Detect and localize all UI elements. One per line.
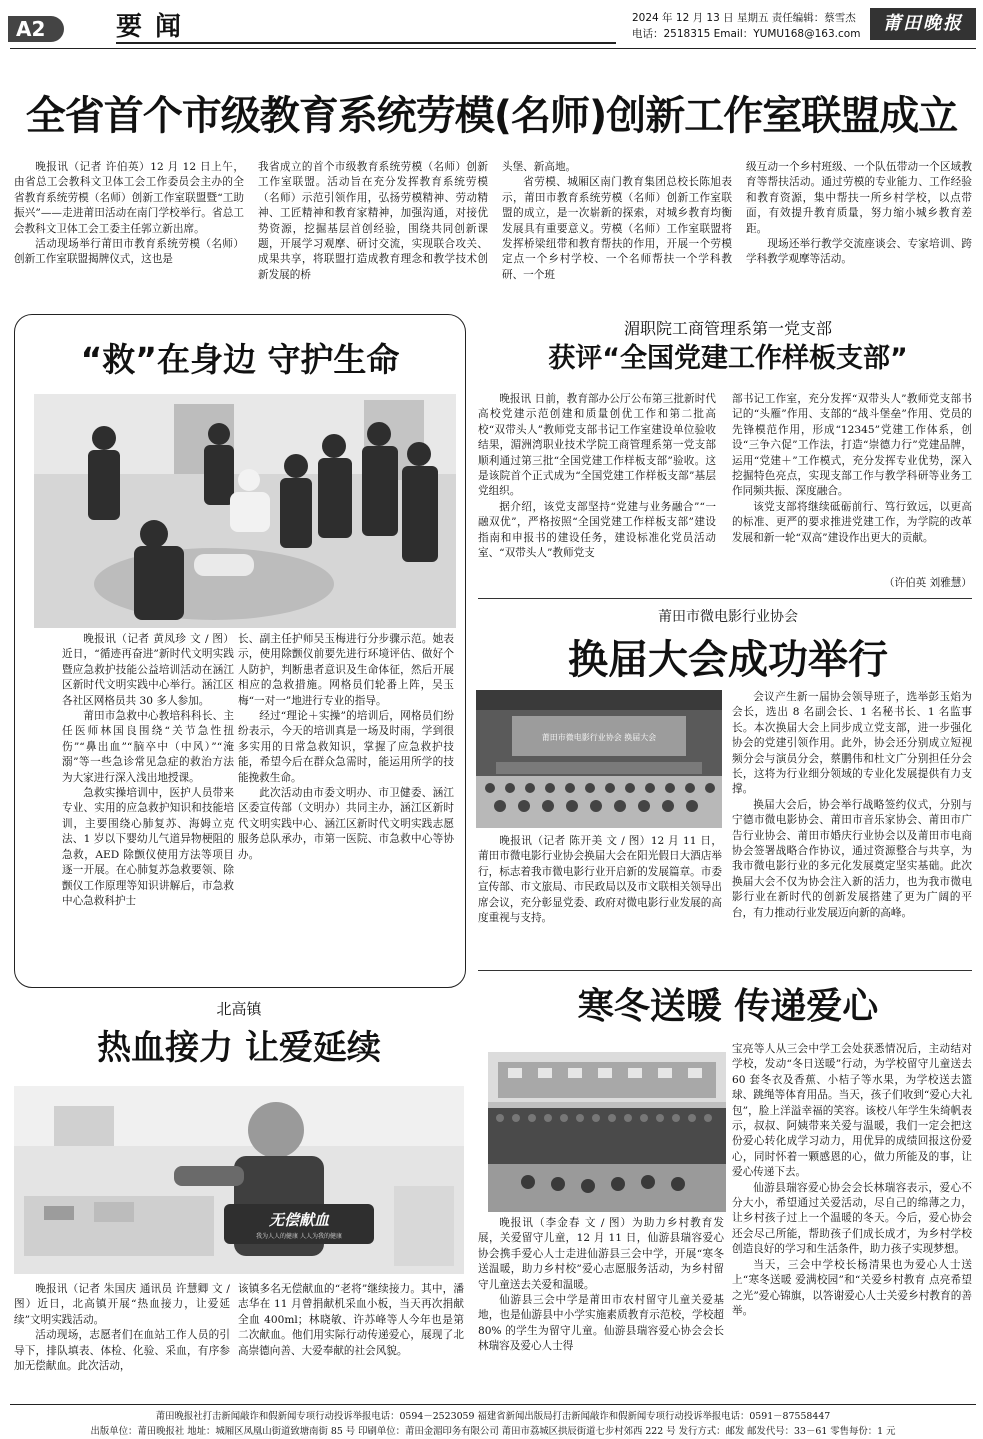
film-meeting-photo [476,690,722,828]
lead-col-2: 我省成立的首个市级教育系统劳模（名师）创新工作室联盟。活动旨在充分发挥教育系统劳模（名师）示范引领作用，弘扬劳模精神、劳动精神、工匠精神和教育家精神，加强沟通，对接优势资源，挖掘基层首创经验，围绕共同创新课题，开展学习观摩、研讨交流，实现联合攻关、成果共享，将联盟打造成教育理念和教学技术创新发展的桥 [258,161,488,281]
section-name: 要 闻 [116,12,184,42]
rescue-photo-graphic [34,394,456,628]
lead-col-4: 级互动一个乡村班级、一个队伍带动一个区域教育等帮扶活动。通过劳模的专业能力、工作经验和教育资源，集中帮扶一所乡村学校，以点带面，有效提升教育质量，努力缩小城乡教育差距。 现场还举行教学交流座谈会、专家培训、跨学科教学观摩等活动。 [746,161,972,266]
rescue-training-photo [34,394,456,628]
rescue-col-1: 晚报讯（记者 黄凤珍 文 / 图）近日，“循迹再奋进”新时代文明实践暨应急救护技能公益培训活动在涵江区新时代文明实践中心举行。涵江区各社区网格员共 30 多人参加。 莆田市急救中心教培科科长、主任医师林国良围绕“关节急性扭伤”“鼻出血”“脑卒中（中风）”“淹溺”等一些急诊常见急症的救治方法为大家进行深入浅出地授课。 急救实操培训中，医护人员带来专业、实用的应急救护知识和技能培训，主要围绕心肺复苏、海姆立克法、1 岁以下婴幼儿气道异物梗阻的急救，AED 除颤仪使用方法等项目逐一开展。在心肺复苏急救要领、除颤仪工作原理等知识讲解后，市急救中心急救科护士 [62,633,234,907]
rescue-headline: “救”在身边 守护生命 [80,340,400,379]
party-credit: （许伯英 刘雅慧） [883,577,972,589]
film-col: 会议产生新一届协会领导班子，选举彭玉焰为会长，选出 8 名副会长、1 名秘书长、1 名监事长。本次换届大会上同步成立党支部，进一步强化协会的党建引领作用。此外，协会还分别成立短视频分会与演员分会，蔡鹏伟和杜文广分别担任分会长，这将为行业细分领域的专业化发展提供有力支撑。 换届大会后，协会举行战略签约仪式，分别与宁德市微电影协会、莆田市音乐家协会、莆田市广告行业协会、莆田市婚庆行业协会以及莆田市电商协会签署战略合作协议，通过资源整合与共享，为我市微电影行业的多元化发展奠定坚实基础。此次换届大会不仅为协会注入新的活力，也为我市微电影行业在新时代的创新发展搭建了更为广阔的平台，有力推动行业发展迈向新的高峰。 [732,691,972,919]
film-photo-graphic [476,690,722,828]
winter-col-1: 晚报讯（李金春 文 / 图）为助力乡村教育发展，关爱留守儿童，12 月 11 日，仙游县瑞容爱心协会携手爱心人士走进仙游县三会中学，开展“寒冬送温暖，助力乡村校”爱心志愿服务活动，为乡村留守儿童送去关爱和温暖。 仙游县三会中学是莆田市农村留守儿童关爱基地，也是仙游县中小学实施素质教育示范校，学校超 80% 的学生为留守儿童。仙游县瑞容爱心协会会长林瑞容及爱心人士得 [478,1217,724,1353]
rescue-col-2: 长、副主任护师吴玉梅进行分步骤示范。她表示，使用除颤仪前要先进行环境评估、做好个人防护，判断患者意识及生命体征，然后开展相应的急救措施。网格员们轮番上阵，吴玉梅“一对一”地进行专业的指导。 经过“理论＋实操”的培训后，网格员们纷纷表示，今天的培训真是一场及时雨，学到很多实用的日常急救知识，掌握了应急救护技能，希望今后在群众急需时，能运用所学的技能挽救生命。 此次活动由市委文明办、市卫健委、涵江区委宣传部（文明办）共同主办，涵江区新时代文明实践中心、涵江区新时代文明实践志愿服务总队承办，市第一医院、市急救中心等协办。 [238,633,454,861]
film-kicker: 莆田市微电影行业协会 [658,609,798,625]
blood-donation-photo [14,1086,464,1274]
party-headline: 获评“全国党建工作样板支部” [548,343,908,374]
blood-photo-graphic [14,1086,464,1274]
blood-col-2: 该镇多名无偿献血的“老将”继续接力。其中，潘志华在 11 月曾捐献机采血小板，当天再次捐献全血 400ml；林晓敏、许苏峰等人今年也是第二次献血。他们用实际行动传递爱心，展现了北高崇德向善、大爱奉献的社会风貌。 [238,1283,464,1357]
blood-kicker: 北高镇 [216,1000,262,1018]
winter-photo-graphic [488,1052,726,1212]
blood-col-1: 晚报讯（记者 朱国庆 通讯员 许慧卿 文 / 图）近日，北高镇开展“热血接力，让爱延续”文明实践活动。 活动现场，志愿者们在血站工作人员的引导下，排队填表、体检、化验、采血，有序参加无偿献血。此次活动， [14,1283,230,1373]
film-photo-caption: 晚报讯（记者 陈开美 文 / 图）12 月 11 日，莆田市微电影行业协会换届大会在阳光假日大酒店举行，标志着我市微电影行业开启新的发展篇章。市委宣传部、市文旅局、市民政局以及市文联相关领导出席会议，充分彰显党委、政府对微电影行业发展的高度重视与支持。 [478,835,722,925]
party-col-1: 晚报讯 日前，教育部办公厅公布第三批新时代高校党建示范创建和质量创优工作和第二批高校“双带头人”教师党支部书记工作室建设单位验收结果，湄洲湾职业技术学院工商管理系第一党支部顺利通过第三批“全国党建工作样板支部”验收。这是该院首个正式成为“全国党建工作样板支部”基层党组织。 据介绍，该党支部坚持“党建与业务融合”“一融双优”，严格按照“全国党建工作样板支部”建设指南和申报书的建设任务，建设标准化党员活动室、“双带头人”教师党支 [478,393,716,560]
footer-line-2: 出版单位：莆田晚报社 地址：城厢区凤凰山街道致塘南街 85 号 印刷单位：莆田金湄印务有限公司 莆田市荔城区拱辰街道七步村郊西 222 号 发行方式：邮发 邮发代号：33－61 零售每份：1 元 [90,1426,896,1437]
film-headline: 换届大会成功举行 [568,637,888,683]
footer-line-1: 莆田晚报社打击新闻敲诈和假新闻专项行动投诉举报电话：0594－2523059 福建省新闻出版局打击新闻敲诈和假新闻专项行动投诉举报电话：0591－87558447 [155,1411,831,1422]
date-line: 2024 年 12 月 13 日 星期五 责任编辑：蔡雪杰 [632,12,856,24]
winter-col-2: 宝亮等人从三会中学工会处获悉情况后，主动结对学校，发动“冬日送暖”行动，为学校留守儿童送去 60 套冬衣及香蕉、小桔子等水果，为学校送去篮球、跳绳等体育用品。当天，孩子们收到“爱心大礼包”，脸上洋溢幸福的笑容。该校八年学生朱绮帆表示，叔叔、阿姨带来关爱与温暖，我们一定会把这份爱心转化成学习动力，用优异的成绩回报这份爱心，同时怀着一颗感恩的心，做力所能及的事，让爱心传递下去。 仙游县瑞容爱心协会会长林瑞容表示，爱心不分大小，希望通过关爱活动，尽自己的绵薄之力，让乡村孩子过上一个温暖的冬天。今后，爱心协会还会尽己所能，帮助孩子们成长成才，为乡村学校创造良好的学习和生活条件，助力孩子实现梦想。 当天，三会中学校长杨清果也为爱心人士送上“寒冬送暖 爱满校园”和“关爱乡村教育 点亮希望之光”爱心锦旗，以答谢爱心人士关爱乡村教育的善举。 [732,1043,972,1317]
page-number: A2 [8,16,64,42]
winter-headline: 寒冬送暖 传递爱心 [577,986,879,1027]
party-kicker: 湄职院工商管理系第一党支部 [623,319,832,338]
banner-text: 无偿献血 [268,1211,330,1229]
section-underline [116,42,616,44]
lead-col-1: 晚报讯（记者 许伯英）12 月 12 日上午，由省总工会教科文卫体工会工作委员会主办的全省教育系统劳模（名师）创新工作室联盟暨“工助振兴”——走进莆田活动在南门学校举行。省总工会教科文卫体工会工委主任郭立新出席。 活动现场举行莆田市教育系统劳模（名师）创新工作室联盟揭牌仪式，这也是 [14,161,244,266]
party-col-2: 部书记工作室，充分发挥“双带头人”教师党支部书记的“头雁”作用、支部的“战斗堡垒”作用、党员的先锋模范作用，形成“12345”党建工作体系，创设“三争六促”工作法，打造“崇德力行”党建品牌，运用“党建＋”工作模式，充分发挥专业优势，深入挖掘特色亮点，实现支部工作与教学科研等业务工作同频共振、深度融合。 该党支部将继续砥砺前行、笃行致远，以更高的标准、更严的要求推进党建工作，为学院的改革发展和新一轮“双高”建设作出更大的贡献。 [732,393,972,544]
stage-screen-text: 莆田市微电影行业协会 换届大会 [541,733,657,742]
winter-school-photo [488,1052,726,1212]
newspaper-logo: 莆田晚报 [870,8,976,40]
blood-headline: 热血接力 让爱延续 [97,1028,381,1068]
lead-col-3: 头堡、新高地。 省劳模、城厢区南门教育集团总校长陈旭表示，莆田市教育系统劳模（名师）创新工作室联盟的成立，是一次崭新的探索，对城乡教育均衡发展具有重要意义。劳模（名师）工作室联盟将发挥桥梁纽带和教育帮扶的作用，开展一个劳模定点一个乡村学校、一个名师帮扶一个学科教研、一个班 [502,161,732,281]
contact-line: 电话：2518315 Email：YUMU168@163.com [632,28,861,40]
banner-sub: 我为人人的健康 人人为我的健康 [256,1233,342,1240]
lead-headline: 全省首个市级教育系统劳模(名师)创新工作室联盟成立 [25,93,958,139]
masthead [0,0,983,48]
